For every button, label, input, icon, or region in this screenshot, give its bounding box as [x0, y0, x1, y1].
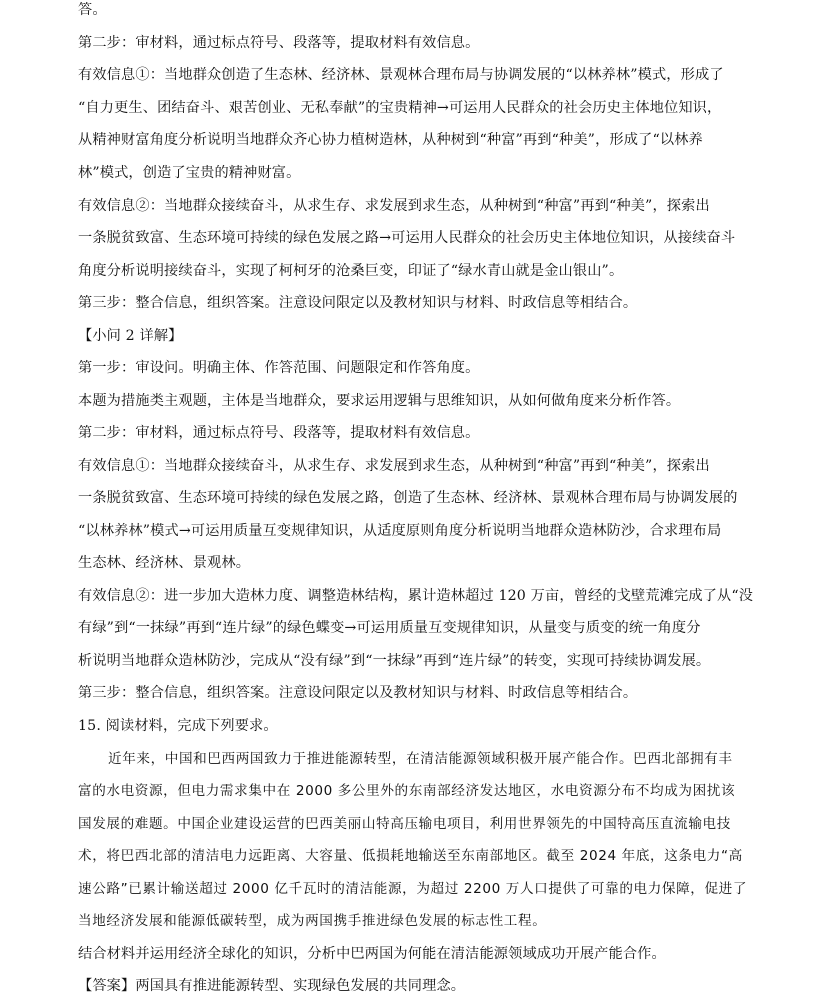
- passage-line: 当地经济发展和能源低碳转型，成为两国携手推进绿色发展的标志性工程。: [78, 913, 547, 929]
- text-line: 林”模式，创造了宝贵的精神财富。: [78, 165, 301, 181]
- text-line: 答。: [78, 2, 107, 18]
- text-line: 有效信息②：进一步加大造林力度、调整造林结构，累计造林超过 120 万亩，曾经的戈壁荒滩完成了从“没: [78, 588, 754, 604]
- text-line: 一条脱贫致富、生态环境可持续的绿色发展之路→可运用人民群众的社会历史主体地位知识，从接续奋斗: [78, 230, 736, 246]
- passage-line: 国发展的难题。中国企业建设运营的巴西美丽山特高压输电项目，利用世界领先的中国特高压直流输电技: [78, 816, 731, 832]
- text-line: 有效信息②：当地群众接续奋斗，从求生存、求发展到求生态，从种树到“种富”再到“种美”，探索出: [78, 198, 710, 214]
- text-line: “自力更生、团结奋斗、艰苦创业、无私奉献”的宝贵精神→可运用人民群众的社会历史主体地位知识，: [78, 100, 722, 116]
- text-line: 角度分析说明接续奋斗，实现了柯柯牙的沧桑巨变，印证了“绿水青山就是金山银山”。: [78, 263, 624, 279]
- passage-line: 富的水电资源，但电力需求集中在 2000 多公里外的东南部经济发达地区，水电资源分布不均成为困扰该: [78, 783, 736, 799]
- text-line: 从精神财富角度分析说明当地群众齐心协力植树造林，从种树到“种富”再到“种美”，形成了“以林养: [78, 132, 703, 148]
- passage-line: 近年来，中国和巴西两国致力于推进能源转型，在清洁能源领域积极开展产能合作。巴西北部拥有丰: [108, 751, 733, 767]
- text-line: 第二步：审材料，通过标点符号、段落等，提取材料有效信息。: [78, 35, 480, 51]
- section-heading: 【小问 2 详解】: [78, 328, 183, 344]
- text-line: 一条脱贫致富、生态环境可持续的绿色发展之路，创造了生态林、经济林、景观林合理布局与协调发展的: [78, 490, 738, 506]
- text-line: 有绿”到“一抹绿”再到“连片绿”的绿色蝶变→可运用质量互变规律知识，从量变与质变的统一角度分: [78, 620, 701, 636]
- passage-line: 术，将巴西北部的清洁电力远距离、大容量、低损耗地输送至东南部地区。截至 2024 年底，这条电力“高: [78, 848, 743, 864]
- text-line: 有效信息①：当地群众创造了生态林、经济林、景观林合理布局与协调发展的“以林养林”模式，形成了: [78, 67, 724, 83]
- question-prompt: 结合材料并运用经济全球化的知识，分析中巴两国为何能在清洁能源领域成功开展产能合作。: [78, 946, 666, 962]
- text-line: 第一步：审设问。明确主体、作答范围、问题限定和作答角度。: [78, 360, 480, 376]
- text-line: 第三步：整合信息，组织答案。注意设问限定以及教材知识与材料、时政信息等相结合。: [78, 685, 638, 701]
- text-line: 有效信息①：当地群众接续奋斗，从求生存、求发展到求生态，从种树到“种富”再到“种美”，探索出: [78, 458, 710, 474]
- text-line: 生态林、经济林、景观林。: [78, 555, 251, 571]
- text-line: 本题为措施类主观题，主体是当地群众，要求运用逻辑与思维知识，从如何做角度来分析作答。: [78, 393, 681, 409]
- text-line: 第三步：整合信息，组织答案。注意设问限定以及教材知识与材料、时政信息等相结合。: [78, 295, 638, 311]
- text-line: 第二步：审材料，通过标点符号、段落等，提取材料有效信息。: [78, 425, 480, 441]
- text-line: 析说明当地群众造林防沙，完成从“没有绿”到“一抹绿”再到“连片绿”的转变，实现可持续协调发展。: [78, 653, 711, 669]
- passage-line: 速公路”已累计输送超过 2000 亿千瓦时的清洁能源，为超过 2200 万人口提供了可靠的电力保障，促进了: [78, 881, 748, 897]
- question-title: 15. 阅读材料，完成下列要求。: [78, 718, 278, 734]
- text-line: “以林养林”模式→可运用质量互变规律知识，从适度原则角度分析说明当地群众造林防沙，合求理布局: [78, 523, 722, 539]
- answer-line: 【答案】两国具有推进能源转型、实现绿色发展的共同理念。: [78, 978, 466, 994]
